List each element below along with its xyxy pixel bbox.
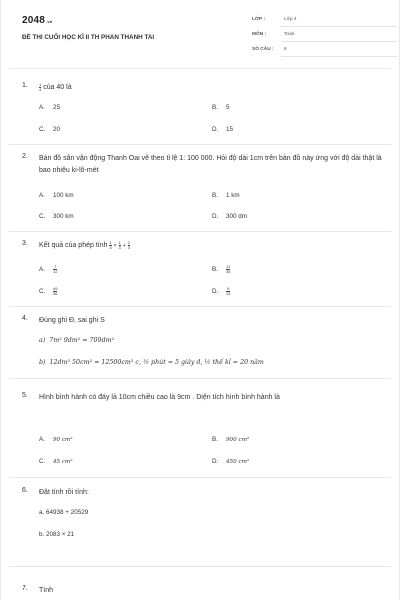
- q4-part-b: b) 12dm² 50cm² = 12500cm² c, ½ phút = 5 giây d, ½ thế kỉ = 20 năm: [39, 359, 264, 366]
- divider: [9, 477, 391, 478]
- site-logo[interactable]: 2048.vn: [22, 15, 53, 26]
- q5-option-c[interactable]: C. 45 cm²: [39, 458, 73, 465]
- fraction: $\frac{1}{4}$: [39, 81, 42, 92]
- q1-option-a[interactable]: A. 25: [39, 104, 61, 111]
- fraction: $\frac{1}{3}$: [118, 239, 121, 250]
- q1-option-c[interactable]: C. 20: [39, 126, 61, 133]
- divider: [9, 231, 391, 232]
- fraction: $\frac{1}{4}$: [109, 239, 112, 250]
- q5-option-d[interactable]: D. 450 cm²: [212, 458, 250, 465]
- q2-option-b[interactable]: B. 1 km: [212, 192, 240, 199]
- divider: [9, 306, 391, 307]
- divider: [9, 144, 391, 145]
- divider: [9, 566, 391, 567]
- divider: [9, 378, 391, 379]
- exam-title: ĐỀ THI CUỐI HỌC KÌ II TH PHAN THANH TAI: [22, 34, 155, 41]
- q3-option-b[interactable]: B. $\frac{11}{36}$: [212, 264, 231, 274]
- q5-option-a[interactable]: A. 90 cm²: [39, 436, 73, 443]
- q1-option-b[interactable]: B. 5: [212, 104, 230, 111]
- q6-part-a: a. 64938 + 20529: [39, 509, 89, 516]
- q4-part-a: a) 7m² 9dm² = 709dm²: [39, 337, 115, 344]
- exam-page: 2048.vn ĐỀ THI CUỐI HỌC KÌ II TH PHAN THANH TAI LỚP : Lớp 4 MÔN : Toán SỐ CÂU : 8 1. $\frac{1}{4}$ của 40 là A. 25 B. 5 C. 20 D. 15 2. Bản đồ sân vận động Thanh Oai vẽ theo tỉ lệ 1: 100 000. Hỏi độ dài 1cm trên bản đồ này ứng với độ dài thật là bao nhiêu ki-lô-mét A. 100 km B. 1 km C. 300 km D. 300 dm 3. Kết quả của phép tính $\frac{1}{4}$ × $\frac{1}{3}$ + $\frac{2}{3}$ A. $\frac{7}{12}$ B. $\frac{11}{36}$ C. $\frac{49}{36}$ D. $\frac{9}{12}$ 4. Đúng ghi Đ, sai ghi S a) 7m² 9dm² = 709dm² b) 12dm² 50cm² = 12500cm² c, ½ phút = 5 giây d, ½ thế kỉ = 20 năm 5. Hình bình hành có đáy là 10cm chiều cao là 9cm . Diện tích hình bình hành là A. 90 cm² B. 900 cm² C. 45 cm² D. 450 cm² 6. Đặt tính rồi tính: a. 64938 + 20529 b. 2083 × 21 7. Tính: [1, 0, 399, 600]
- q3-option-a[interactable]: A. $\frac{7}{12}$: [39, 264, 58, 274]
- q3-option-c[interactable]: C. $\frac{49}{36}$: [39, 286, 58, 296]
- q2-option-a[interactable]: A. 100 km: [39, 192, 74, 199]
- q1-option-d[interactable]: D. 15: [212, 126, 234, 133]
- fraction: $\frac{2}{3}$: [127, 239, 130, 250]
- q3-option-d[interactable]: D. $\frac{9}{12}$: [212, 286, 231, 296]
- header-divider: [9, 68, 391, 69]
- q2-option-d[interactable]: D. 300 dm: [212, 213, 248, 220]
- q6-part-b: b. 2083 × 21: [39, 531, 75, 538]
- q2-option-c[interactable]: C. 300 km: [39, 213, 74, 220]
- q5-option-b[interactable]: B. 900 cm²: [212, 436, 250, 443]
